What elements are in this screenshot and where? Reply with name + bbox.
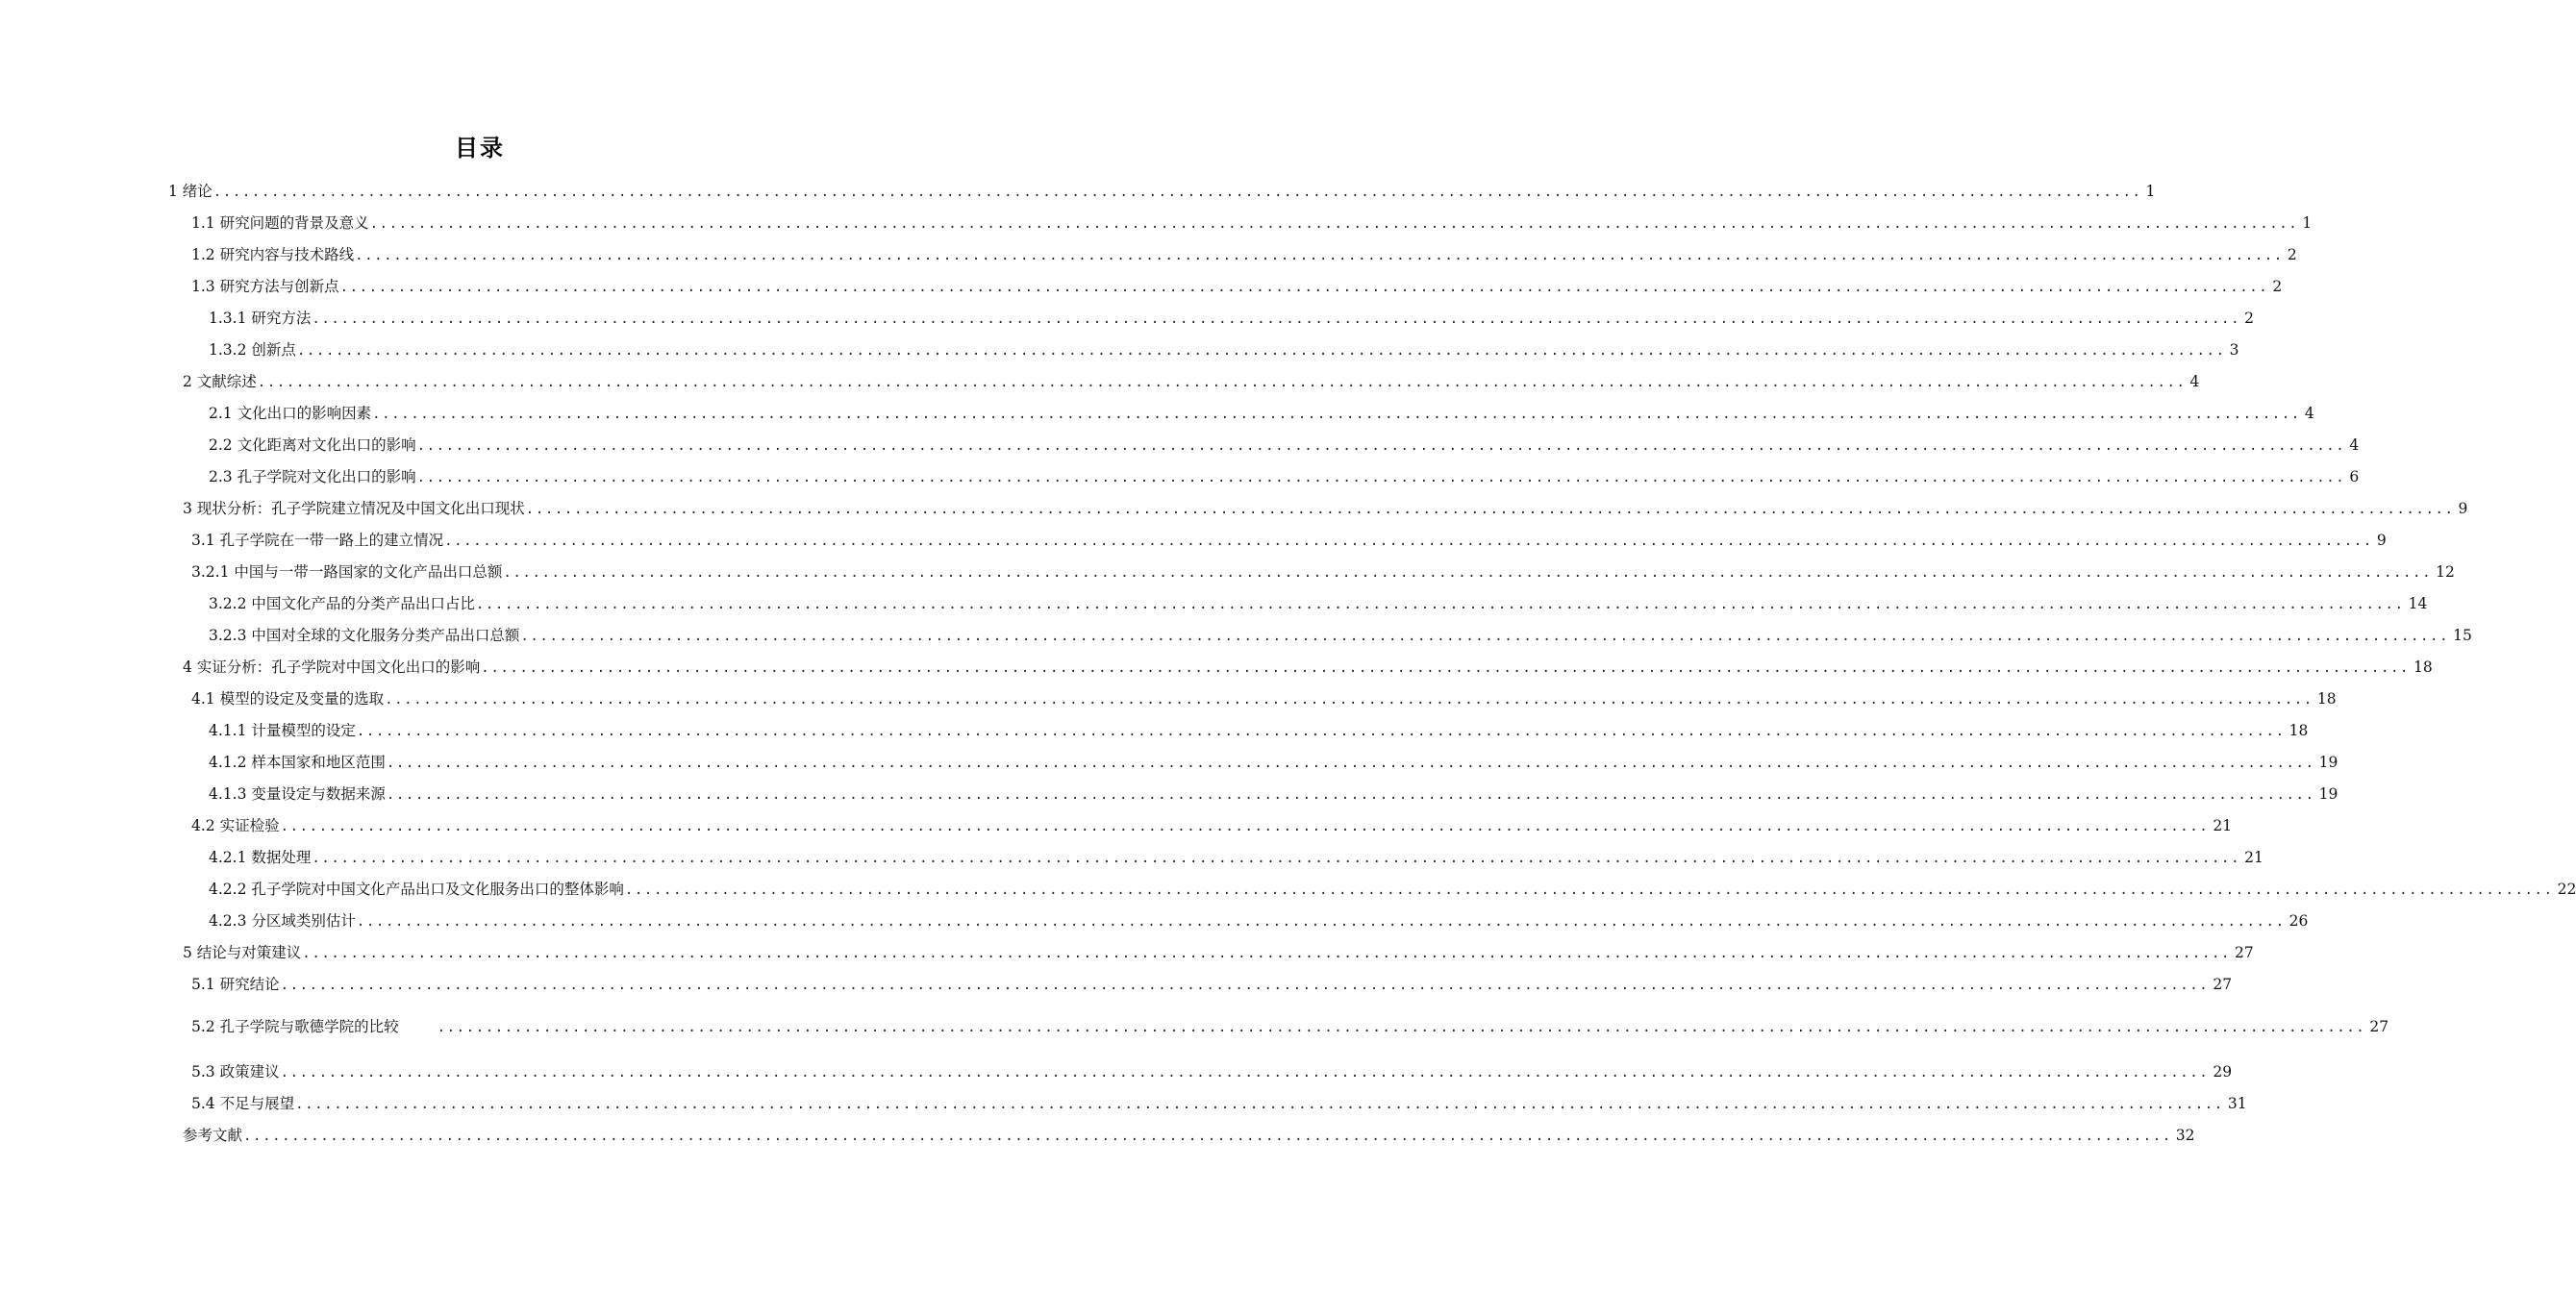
toc-entry-label: 1.3.2 创新点 [209,341,296,359]
dot-leader: ........................................................................................................................................................................................................ [525,502,2455,517]
toc-entry[interactable] [183,657,2433,679]
toc-entry-page-number: 29 [2213,1063,2233,1081]
toc-entry[interactable] [191,561,2455,584]
toc-entry-page-number: 14 [2408,595,2428,612]
dot-leader: ........................................................................................................................................................................................................ [369,216,2299,232]
toc-entry-page-number: 1 [2145,183,2156,200]
dot-leader: ........................................................................................................................................................................................................ [213,185,2142,200]
toc-entry[interactable] [209,752,2338,774]
dot-leader: ........................................................................................................................................................................................................ [481,660,2411,676]
toc-entry[interactable] [191,815,2233,837]
dot-leader: ........................................................................................................................................................................................................ [444,534,2373,549]
toc-entry[interactable] [209,435,2360,457]
toc-entry-page-number: 4 [2304,405,2314,422]
toc-entry-page-number: 3 [2229,341,2239,359]
dot-leader: ........................................................................................................................................................................................................ [386,787,2315,803]
toc-entry[interactable] [191,244,2297,266]
toc-entry-label: 4.2.1 数据处理 [209,849,312,866]
toc-entry-label: 3.1 孔子学院在一带一路上的建立情况 [191,532,444,549]
dot-leader: ........................................................................................................................................................................................................ [356,724,2286,739]
toc-entry[interactable] [209,593,2428,615]
toc-entry[interactable] [183,942,2254,964]
toc-entry-page-number: 6 [2349,468,2360,485]
toc-entry[interactable] [209,339,2239,361]
dot-leader: ........................................................................................................................................................................................................ [475,597,2405,612]
toc-entry[interactable] [209,308,2254,330]
toc-entry[interactable] [191,688,2337,710]
toc-title: 目录 [455,135,505,162]
toc-entry[interactable] [183,1125,2195,1147]
toc-entry-label: 5.3 政策建议 [191,1063,280,1081]
toc-entry-label: 4.2 实证检验 [191,817,280,834]
toc-entry[interactable] [183,498,2468,520]
toc-entry-label: 2 文献综述 [183,373,257,390]
dot-leader: ........................................................................................................................................................................................................ [280,978,2210,993]
dot-leader: ........................................................................................................................................................................................................ [280,1065,2210,1081]
dot-leader: ........................................................................................................................................................................................................ [416,438,2346,454]
toc-entry-page-number: 18 [2316,690,2337,708]
toc-entry-page-number: 18 [2288,722,2309,739]
toc-entry-page-number: 27 [2213,976,2233,993]
dot-leader: ........................................................................................................................................................................................................ [302,946,2232,961]
dot-leader: ........................................................................................................................................................................................................ [312,851,2241,866]
dot-leader: ........................................................................................................................................................................................................ [385,692,2313,708]
dot-leader: ........................................................................................................................................................................................................ [624,882,2554,898]
toc-entry-label: 1.3.1 研究方法 [209,310,312,327]
toc-entry-page-number: 22 [2557,881,2576,898]
dot-leader: ........................................................................................................................................................................................................ [437,1020,2366,1035]
toc-entry[interactable] [183,371,2200,393]
toc-entry-label: 4.1 模型的设定及变量的选取 [191,690,385,708]
dot-leader: ........................................................................................................................................................................................................ [296,343,2226,359]
dot-leader: ........................................................................................................................................................................................................ [503,565,2433,581]
toc-entry-label: 3.2.2 中国文化产品的分类产品出口占比 [209,595,475,612]
toc-entry-label: 3.2.3 中国对全球的文化服务分类产品出口总额 [209,627,520,644]
toc-entry-page-number: 9 [2376,532,2387,549]
dot-leader: ........................................................................................................................................................................................................ [386,756,2315,771]
dot-leader: ........................................................................................................................................................................................................ [243,1129,2172,1144]
toc-entry-label: 参考文献 [183,1127,243,1144]
toc-entry-page-number: 18 [2413,658,2433,676]
toc-entry-label: 1.3 研究方法与创新点 [191,278,339,295]
toc-entry-page-number: 4 [2349,436,2360,454]
toc-entry-label: 5.1 研究结论 [191,976,280,993]
toc-entry-page-number: 1 [2302,214,2313,232]
toc-entry[interactable] [191,1093,2247,1115]
toc-entry-label: 5.4 不足与展望 [191,1095,295,1112]
toc-entry-label: 2.3 孔子学院对文化出口的影响 [209,468,416,485]
toc-entry-label: 5 结论与对策建议 [183,944,302,961]
toc-entry[interactable] [209,783,2338,806]
toc-entry[interactable] [191,1016,2389,1038]
dot-leader: ........................................................................................................................................................................................................ [520,629,2450,644]
toc-entry-page-number: 27 [2369,1018,2389,1035]
toc-entry[interactable] [209,879,2576,901]
toc-entry-page-number: 27 [2235,944,2254,961]
toc-entry-page-number: 19 [2318,785,2338,803]
toc-entry-page-number: 9 [2458,500,2468,517]
dot-leader: ........................................................................................................................................................................................................ [355,248,2284,263]
toc-entry-page-number: 15 [2453,627,2472,644]
dot-leader: ........................................................................................................................................................................................................ [280,819,2210,834]
toc-entry-label: 3.2.1 中国与一带一路国家的文化产品出口总额 [191,563,503,581]
dot-leader: ........................................................................................................................................................................................................ [295,1097,2224,1112]
toc-entry-page-number: 19 [2318,754,2338,771]
dot-leader: ........................................................................................................................................................................................................ [257,375,2187,390]
toc-entry-page-number: 2 [2244,310,2254,327]
toc-entry-label: 4 实证分析：孔子学院对中国文化出口的影响 [183,658,481,676]
toc-entry-label: 1.2 研究内容与技术路线 [191,246,355,263]
toc-entry[interactable] [209,403,2314,425]
toc-entry-label: 4.2.2 孔子学院对中国文化产品出口及文化服务出口的整体影响 [209,881,624,898]
toc-entry[interactable] [191,974,2233,996]
toc-entry[interactable] [191,530,2387,552]
toc-entry[interactable] [168,181,2156,203]
toc-entry-label: 2.1 文化出口的影响因素 [209,405,372,422]
dot-leader: ........................................................................................................................................................................................................ [339,280,2269,295]
toc-entry-page-number: 21 [2213,817,2233,834]
toc-entry-label: 5.2 孔子学院与歌德学院的比较 [191,1018,399,1035]
toc-entry[interactable] [191,1061,2233,1083]
toc-entry-page-number: 4 [2189,373,2200,390]
toc-entry-label: 1.1 研究问题的背景及意义 [191,214,369,232]
toc-entry-page-number: 32 [2175,1127,2195,1144]
toc-entry-page-number: 2 [2272,278,2283,295]
toc-entry-label: 4.1.1 计量模型的设定 [209,722,356,739]
toc-entry-page-number: 2 [2287,246,2297,263]
toc-entry[interactable] [191,212,2313,235]
dot-leader: ........................................................................................................................................................................................................ [416,470,2346,485]
toc-entry[interactable] [191,276,2283,298]
dot-leader: ........................................................................................................................................................................................................ [372,407,2301,422]
toc-entry-page-number: 31 [2227,1095,2247,1112]
toc-entry-label: 4.1.3 变量设定与数据来源 [209,785,386,803]
dot-leader: ........................................................................................................................................................................................................ [312,311,2241,327]
toc-entry[interactable] [209,720,2309,742]
toc-entry-label: 3 现状分析：孔子学院建立情况及中国文化出口现状 [183,500,525,517]
toc-entry-page-number: 26 [2288,912,2309,930]
toc-entry-label: 2.2 文化距离对文化出口的影响 [209,436,416,454]
toc-entry[interactable] [209,847,2263,869]
toc-entry-page-number: 21 [2244,849,2263,866]
toc-entry-page-number: 12 [2436,563,2455,581]
toc-entry-label: 1 绪论 [168,183,213,200]
toc-entry[interactable] [209,466,2360,488]
toc-entry-label: 4.1.2 样本国家和地区范围 [209,754,386,771]
dot-leader: ........................................................................................................................................................................................................ [356,914,2286,930]
toc-entry[interactable] [209,910,2309,932]
toc-entry[interactable] [209,625,2472,647]
toc-entry-label: 4.2.3 分区域类别估计 [209,912,356,930]
